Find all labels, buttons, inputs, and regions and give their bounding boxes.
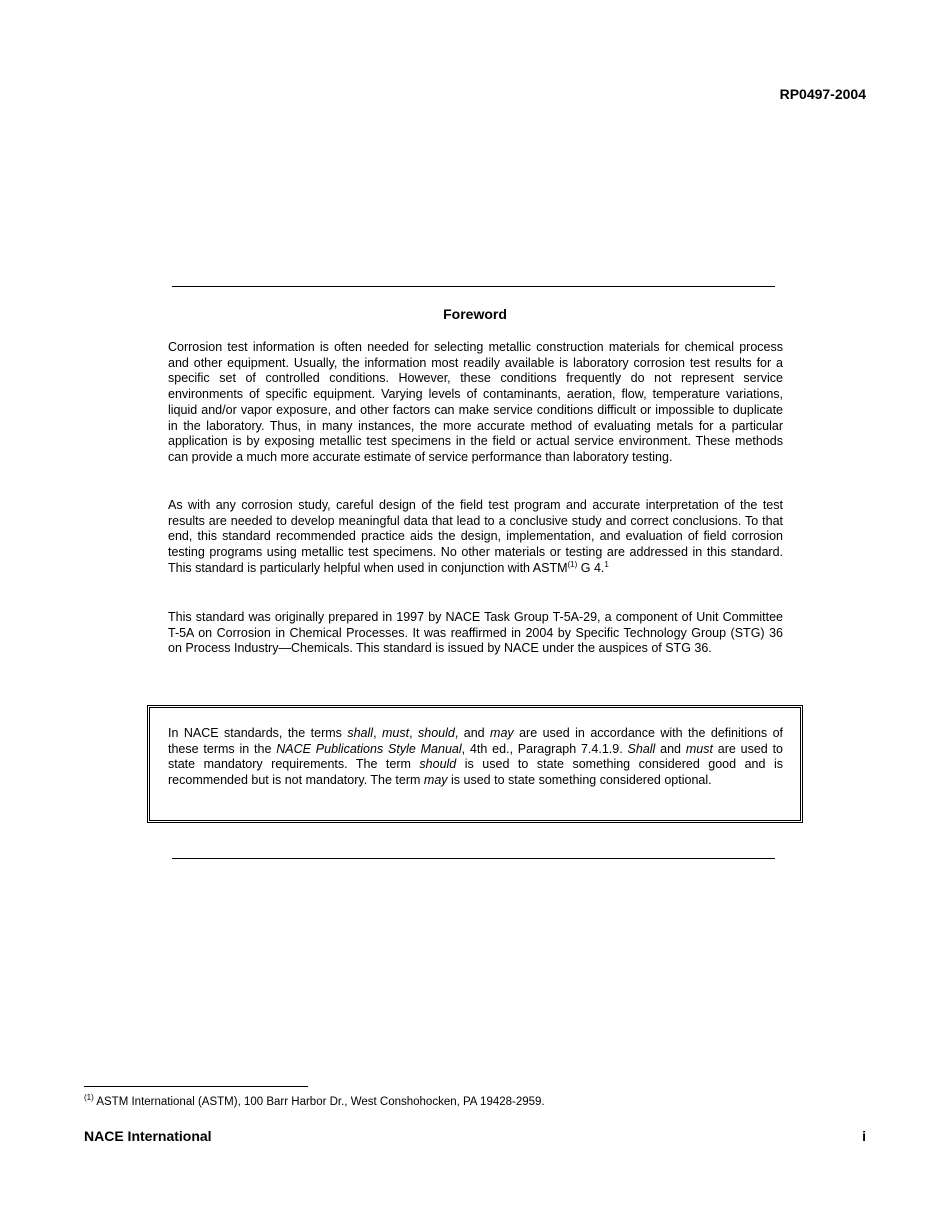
terminology-notice-text: In NACE standards, the terms shall, must, should, and may are used in accordance with the definitions of these terms in the NACE Publications Style Manual, 4th ed., Paragraph 7.4.1.9. Shall and must are used to state mandatory requirements. The term should is used to state something considered good and is recommended but is not mandatory. The term may is used to state something considered optional. bbox=[168, 726, 784, 788]
page-number: i bbox=[862, 1128, 866, 1144]
footnote bbox=[84, 1093, 545, 1108]
footnote-separator bbox=[84, 1086, 308, 1087]
foreword-paragraph-3: This standard was originally prepared in 1997 by NACE Task Group T-5A-29, a component of Unit Committee T-5A on Corrosion in Chemical Processes. It was reaffirmed in 2004 by Specific Technology Group (STG) 36 on Process Industry—Chemicals. This standard is issued by NACE under the auspices of STG 36. bbox=[168, 610, 783, 656]
foreword-paragraph-2 bbox=[168, 498, 783, 577]
foreword-paragraph-1: Corrosion test information is often needed for selecting metallic construction materials for chemical process and other equipment. Usually, the information most readily available is laboratory corrosion test results for a specific set of controlled conditions. However, these conditions frequently do not represent service environments of specific equipment. Varying levels of contaminants, aeration, flow, temperature variations, liquid and/or vapor exposure, and other factors can make service conditions difficult or impossible to duplicate in the laboratory. Thus, in many instances, the more accurate method of evaluating metals for a particular application is by exposing metallic test specimens in the field or actual service environment. These methods can provide a much more accurate estimate of service performance than laboratory testing. bbox=[168, 340, 783, 464]
bottom-divider bbox=[172, 858, 775, 859]
top-divider bbox=[172, 286, 775, 287]
paragraph-2-tail: G 4. bbox=[577, 560, 605, 575]
footnote-text: ASTM International (ASTM), 100 Barr Harbor Dr., West Conshohocken, PA 19428-2959. bbox=[93, 1096, 545, 1108]
footnote-marker: (1) bbox=[84, 1093, 94, 1102]
paragraph-2-text: As with any corrosion study, careful design of the field test program and accurate interpretation of the test results are needed to develop meaningful data that lead to a conclusive study and correct conclusions. To that end, this standard recommended practice aids the design, implementation, and evaluation of field corrosion testing programs using metallic test specimens. No other materials or testing are addressed in this standard. This standard is particularly helpful when used in conjunction with ASTM bbox=[168, 498, 783, 575]
document-number: RP0497-2004 bbox=[779, 86, 866, 102]
foreword-heading: Foreword bbox=[443, 306, 507, 322]
footer-organization: NACE International bbox=[84, 1128, 212, 1144]
footnote-superscript: (1) bbox=[567, 559, 578, 569]
reference-superscript: 1 bbox=[604, 559, 609, 569]
terminology-notice-box bbox=[147, 705, 803, 823]
